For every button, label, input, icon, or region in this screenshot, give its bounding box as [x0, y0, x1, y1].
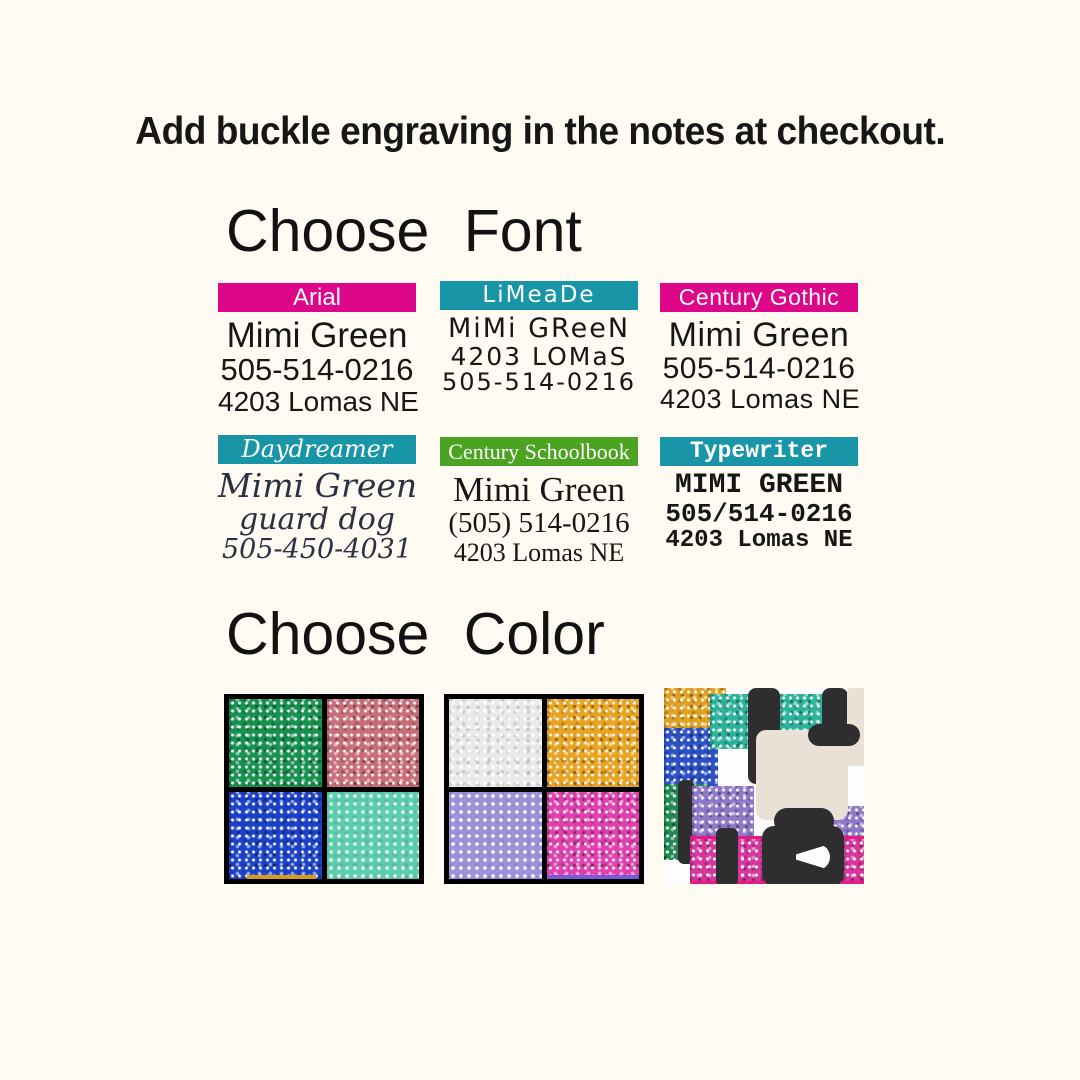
font-name-banner: [660, 437, 858, 466]
sample-line: Mimi Green: [218, 466, 418, 505]
sample-line: 4203 LOMaS: [450, 341, 628, 371]
black-side-release-buckle: [762, 826, 844, 884]
glitter-swatch-grid-2: [444, 694, 644, 884]
font-name-banner: [218, 283, 416, 312]
sample-line: 505/514-0216: [665, 498, 853, 529]
silver-glitter-swatch: [449, 699, 542, 787]
magenta-pink-glitter-swatch: [547, 792, 640, 880]
sample-line: MiMi GReeN: [447, 313, 631, 344]
sample-line: MIMI GREEN: [674, 470, 844, 501]
font-name-label: Daydreamer: [241, 435, 393, 463]
font-sample-daydreamer: [218, 435, 416, 564]
royal-blue-glitter-swatch: [229, 792, 322, 880]
font-sample-century-gothic: [660, 283, 861, 414]
sample-line: 505-514-0216: [441, 368, 636, 397]
font-name-banner: [440, 437, 638, 466]
sample-line: guard dog: [239, 501, 395, 537]
font-name-label: Typewriter: [689, 438, 829, 464]
font-sample-century-schoolbook: [440, 437, 638, 566]
font-name-label: LiMeaDe: [482, 282, 596, 308]
headline-text: Add buckle engraving in the notes at checkout.: [135, 110, 945, 153]
sample-line: 4203 Lomas NE: [660, 383, 861, 414]
emerald-green-glitter-swatch: [229, 699, 322, 787]
font-sample-arial: [218, 283, 419, 417]
ivory-engraving-buckle-plate: [756, 730, 848, 820]
glitter-swatch-grid-1: [224, 694, 424, 884]
sample-line: 505-450-4031: [221, 533, 413, 565]
font-name-label: Century Gothic: [678, 284, 840, 310]
font-name-banner: [218, 435, 416, 464]
gold-glitter-swatch: [547, 699, 640, 787]
mint-teal-glitter-swatch: [327, 792, 420, 880]
sample-line: 4203 Lomas NE: [665, 527, 853, 555]
photo-crop-artifact: [547, 875, 640, 879]
sample-line: 505-514-0216: [662, 352, 856, 386]
black-collar-loop: [716, 828, 738, 884]
font-sample-typewriter: [660, 437, 858, 554]
sample-line: (505) 514-0216: [448, 507, 630, 540]
sample-line: 4203 Lomas NE: [218, 385, 419, 417]
sample-line: Mimi Green: [452, 470, 626, 509]
lavender-glitter-swatch: [449, 792, 542, 880]
sample-line: Mimi Green: [668, 316, 850, 354]
font-name-label: Arial: [292, 284, 341, 311]
font-name-banner: [660, 283, 858, 312]
headline: [0, 110, 1080, 154]
font-name-banner: [440, 281, 638, 310]
sample-line: 505-514-0216: [220, 352, 414, 388]
font-sample-limeade: [440, 281, 638, 396]
photo-crop-artifact: [247, 875, 316, 879]
sample-line: Mimi Green: [226, 316, 408, 355]
choose-font-title: Choose Font: [226, 198, 582, 264]
choose-color-title: Choose Color: [226, 601, 605, 667]
rose-pink-glitter-swatch: [327, 699, 420, 787]
font-name-label: Century Schoolbook: [448, 439, 630, 464]
glitter-collar-stack-photo: [664, 688, 864, 884]
sample-line: 4203 Lomas NE: [453, 537, 625, 567]
